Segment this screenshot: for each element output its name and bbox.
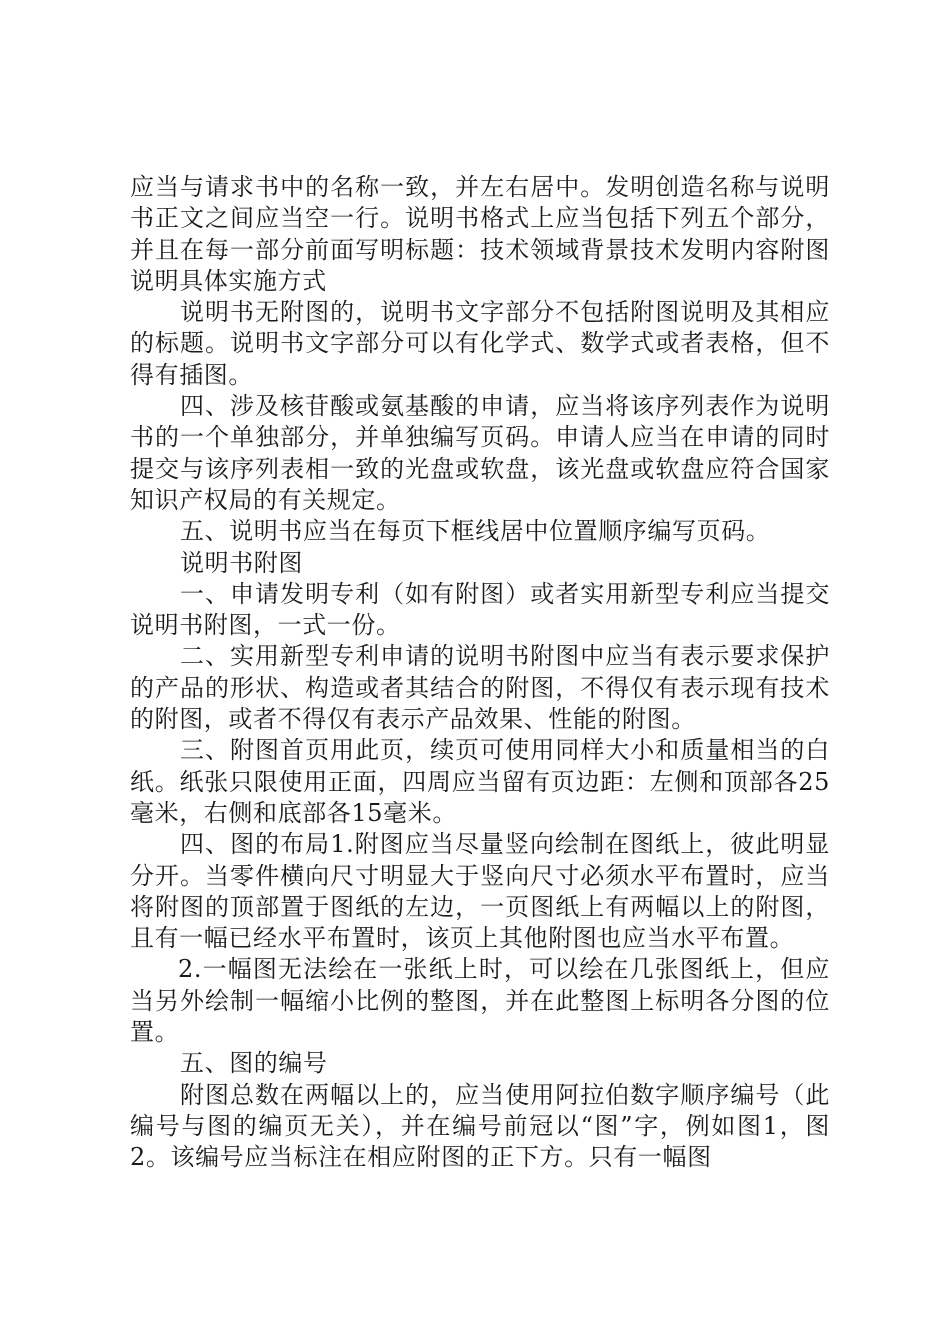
paragraph-multi-sheet-drawing: 2.一幅图无法绘在一张纸上时，可以绘在几张图纸上，但应当另外绘制一幅缩小比例的整图，并在此整图上标明各分图的位置。: [130, 955, 830, 1047]
section-heading-figure-numbering: 五、图的编号: [180, 1049, 328, 1078]
paragraph-drawings-submission: 一、申请发明专利（如有附图）或者实用新型专利应当提交说明书附图，一式一份。: [130, 579, 830, 640]
paragraph-drawing-layout: 四、图的布局1.附图应当尽量竖向绘制在图纸上，彼此明显分开。当零件横向尺寸明显大于竖向尺寸必须水平布置时，应当将附图的顶部置于图纸的左边，一页图纸上有两幅以上的附图，且有一幅已经水平布置时，该页上其他附图也应当水平布置。: [130, 830, 830, 953]
paragraph-no-drawings: 说明书无附图的，说明书文字部分不包括附图说明及其相应的标题。说明书文字部分可以有化学式、数学式或者表格，但不得有插图。: [130, 298, 830, 389]
paragraph-figure-numbering: 附图总数在两幅以上的，应当使用阿拉伯数字顺序编号（此编号与图的编页无关），并在编号前冠以“图”字，例如图1，图2。该编号应当标注在相应附图的正下方。只有一幅图: [130, 1080, 830, 1172]
paragraph-page-numbering: 五、说明书应当在每页下框线居中位置顺序编写页码。: [180, 517, 771, 546]
paragraph-sequence-listing: 四、涉及核苷酸或氨基酸的申请，应当将该序列表作为说明书的一个单独部分，并单独编写页码。申请人应当在申请的同时提交与该序列表相一致的光盘或软盘，该光盘或软盘应符合国家知识产权局的有关规定。: [130, 392, 830, 514]
paragraph-utility-model-drawings: 二、实用新型专利申请的说明书附图中应当有表示要求保护的产品的形状、构造或者其结合的附图，不得仅有表示现有技术的附图，或者不得仅有表示产品效果、性能的附图。: [130, 642, 830, 734]
section-heading-drawings: 说明书附图: [180, 548, 303, 577]
paragraph-paper-margins: 三、附图首页用此页，续页可使用同样大小和质量相当的白纸。纸张只限使用正面，四周应当留有页边距：左侧和顶部各25毫米，右侧和底部各15毫米。: [130, 736, 830, 827]
document-body: [130, 172, 830, 1174]
paragraph-title-requirements: 应当与请求书中的名称一致，并左右居中。发明创造名称与说明书正文之间应当空一行。说明书格式上应当包括下列五个部分，并且在每一部分前面写明标题：技术领域背景技术发明内容附图说明具体实施方式: [130, 173, 830, 295]
